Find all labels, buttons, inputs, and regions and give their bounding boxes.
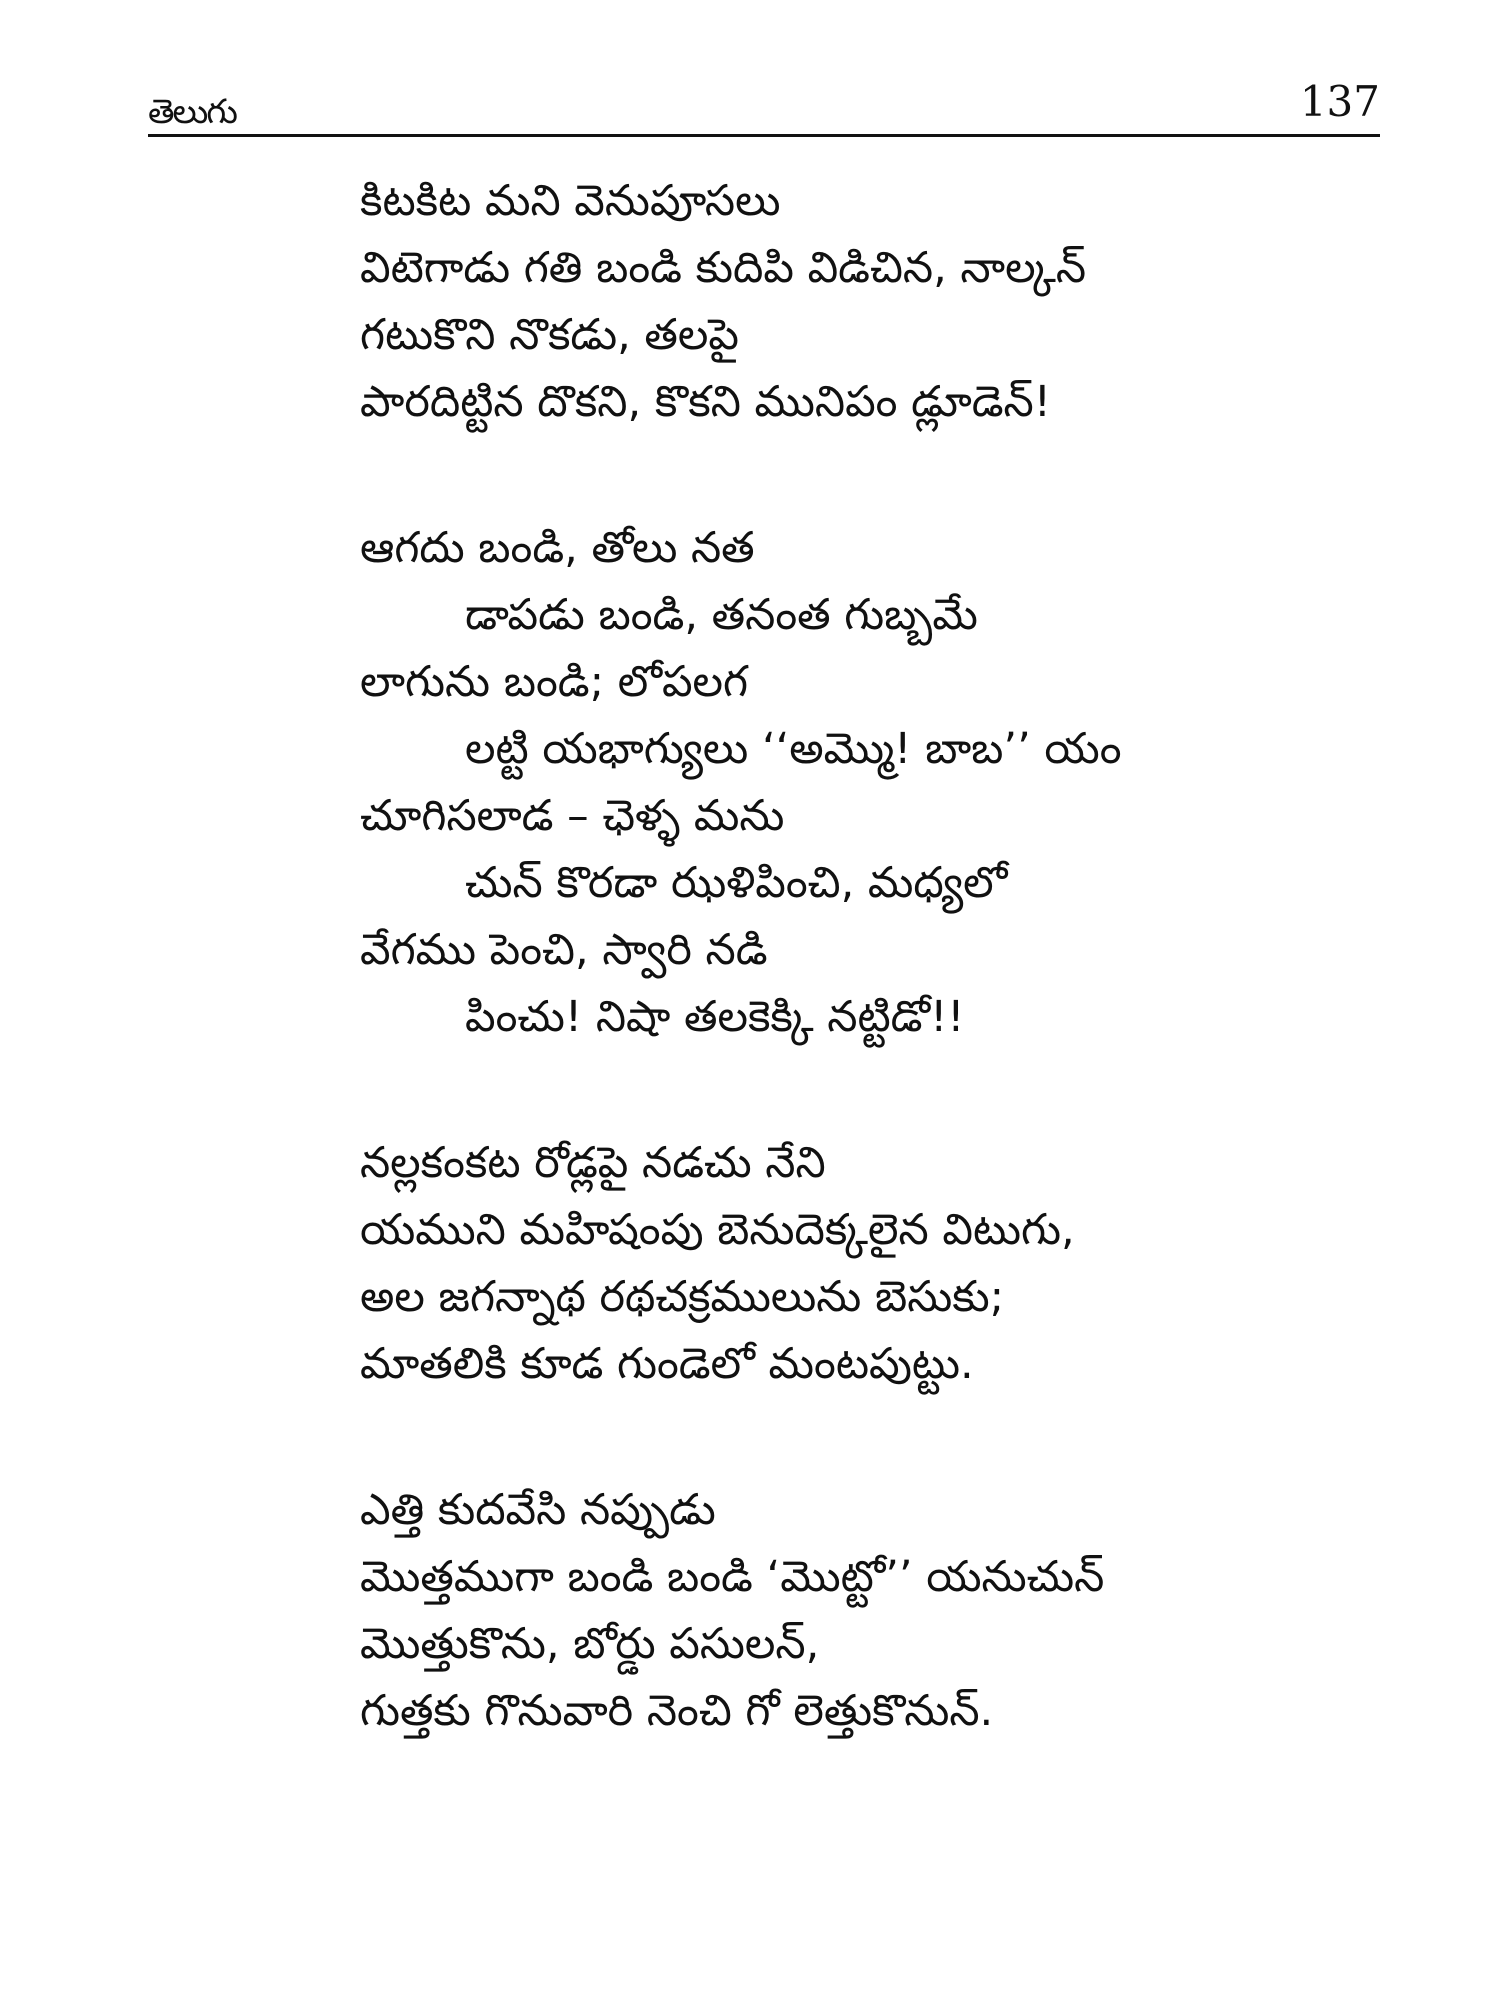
poem-line: యముని మహిషంపు బెనుదెక్కలైన విటుగు, [360,1205,1075,1255]
poem-line: లాగును బండి; లోపలగ [360,657,749,707]
poem-line: మొత్తుకొను, బోర్డు పసులన్, [360,1619,820,1669]
poem-line: మాతలికి కూడ గుండెలో మంటపుట్టు. [360,1339,974,1389]
stanza [360,168,1410,436]
poem-line: నల్లకంకట రోడ్లపై నడచు నేని [360,1138,826,1188]
poem-line-indented: లట్టి యభాగ్యులు ‘‘అమ్మొ! బాబ’’ యం [465,724,1122,774]
poem-line: చూగిసలాడ – ఛెళ్ళ మను [360,791,785,841]
poem-line-indented: డాపడు బండి, తనంత గుబ్బమే [465,590,978,640]
stanza [360,1477,1410,1745]
poem-line: అల జగన్నాథ రథచక్రములును బెసుకు; [360,1272,1005,1322]
poem-line: ఎత్తి కుదవేసి నప్పుడు [360,1485,716,1535]
page-number: 137 [1299,77,1380,126]
poem-line: పారదిట్టిన దొకని, కొకని మునిపం డ్లూడెన్! [360,377,1051,427]
poem-line: మొత్తముగా బండి బండి ‘మొట్టో’’ యనుచున్ [360,1552,1105,1602]
page-header [148,70,1380,140]
poem-line: గుత్తకు గొనువారి నెంచి గో లెత్తుకొనున్. [360,1686,994,1736]
poem-line: కిటకిట మని వెనుపూసలు [360,176,781,226]
poem-line: ఆగదు బండి, తోలు నత [360,523,755,573]
stanza [360,1130,1410,1398]
poem-line-indented: పించు! నిషా తలకెక్కి నట్టిడో!! [465,992,965,1042]
poem [360,168,1410,1824]
poem-line: విటెగాడు గతి బండి కుదిపి విడిచిన, నాల్కన్ [360,243,1087,293]
poem-line: గటుకొని నొకడు, తలపై [360,310,739,360]
running-head: తెలుగు [148,92,236,132]
poem-line-indented: చున్ కొరడా ఝళిపించి, మధ్యలో [465,858,1008,908]
header-rule [148,134,1380,137]
stanza [360,515,1410,1051]
poem-line: వేగము పెంచి, స్వారి నడి [360,925,768,975]
